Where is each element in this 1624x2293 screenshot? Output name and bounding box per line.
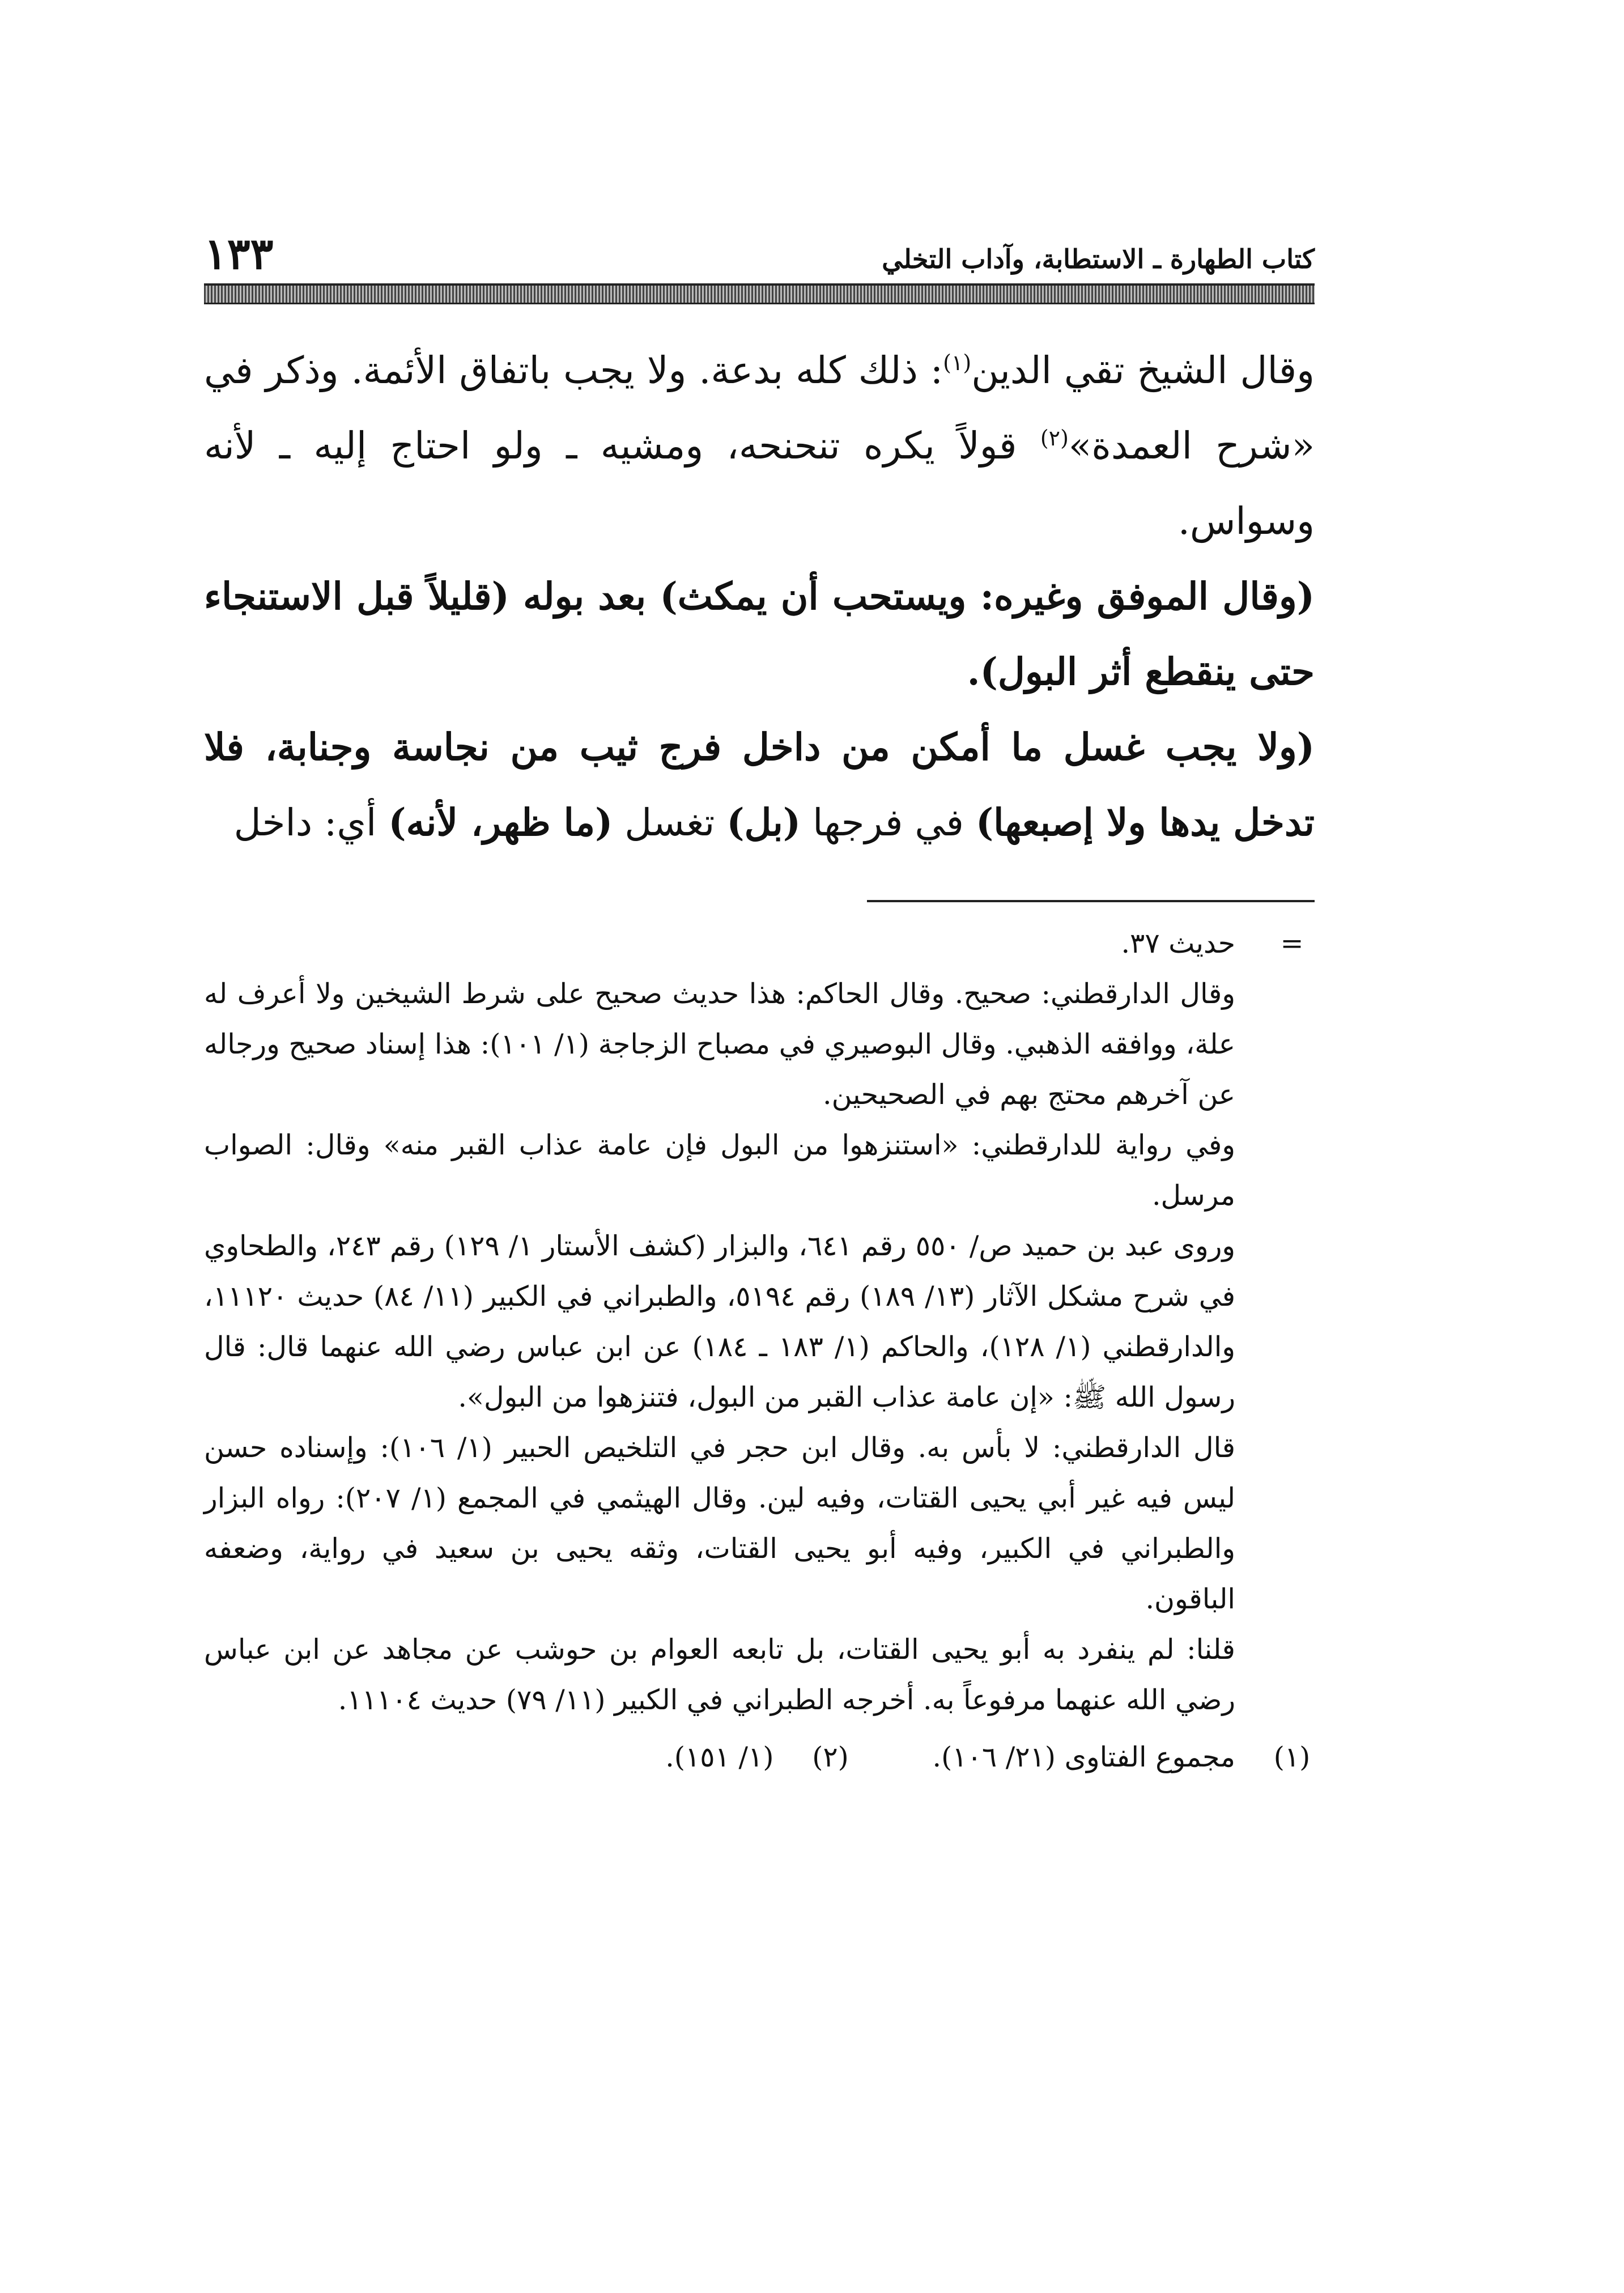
footnote-number: (٢) — [812, 1741, 849, 1773]
continuation-mark: = — [1280, 927, 1304, 959]
footnote-ref-1: (١) — [943, 350, 972, 375]
book-page — [204, 215, 1315, 2199]
book-title: كتاب الطهارة ـ الاستطابة، وآداب التخلي — [882, 244, 1315, 274]
note-paragraph-1: وقال الدارقطني: صحيح. وقال الحاكم: هذا حديث صحيح على شرط الشيخين ولا أعرف له علة، ووافقه الذهبي. وقال البوصيري في مصباح الزجاجة (١/ ١٠١): هذا إسناد صحيح ورجاله عن آخرهم محتج بهم في الصحيحين. — [204, 978, 1235, 1111]
note-paragraph-3: وروى عبد بن حميد ص/ ٥٥٠ رقم ٦٤١، والبزار (كشف الأستار ١/ ١٢٩) رقم ٢٤٣، والطحاوي في شرح مشكل الآثار (١٣/ ١٨٩) رقم ٥١٩٤، والطبراني في الكبير (١١/ ٨٤) حديث ١١١٢٠، والدارقطني (١/ ١٢٨)، والحاكم (١/ ١٨٣ ـ ١٨٤) عن ابن عباس رضي الله عنهما قال: قال رسول الله ﷺ: «إن عامة عذاب القبر من البول، فتنزهوا من البول». — [204, 1230, 1236, 1413]
footnotes-area — [204, 918, 1315, 1725]
note-paragraph-4: قال الدارقطني: لا بأس به. وقال ابن حجر في التلخيص الحبير (١/ ١٠٦): وإسناده حسن ليس فيه غير أبي يحيى القتات، وفيه لين. وقال الهيثمي في المجمع (١/ ٢٠٧): رواه البزار والطبراني في الكبير، وفيه أبو يحيى القتات، وثقه يحيى بن سعيد في رواية، وضعفه الباقون. — [204, 1432, 1236, 1615]
main-text — [204, 333, 1315, 860]
paragraph-3: (ولا يجب غسل ما أمكن من داخل فرج ثيب من نجاسة وجنابة، فلا تدخل يدها ولا إصبعها) في فرجها (بل) تغسل (ما ظهر، لأنه) أي: داخل — [204, 725, 1315, 844]
paragraph-1: وقال الشيخ تقي الدين$^{(١)}$: ذلك كله بدعة. ولا يجب باتفاق الأئمة. وذكر في «شرح العمدة»$^{(٢)}$ قولاً يكره تنحنحه، ومشيه ـ ولو احتاج إليه ـ لأنه وسواس. — [204, 349, 1315, 543]
note-paragraph-2: وفي رواية للدارقطني: «استنزهوا من البول فإن عامة عذاب القبر منه» وقال: الصواب مرسل. — [204, 1129, 1235, 1212]
running-head — [204, 215, 1315, 278]
footnote-1 — [933, 1732, 1315, 1782]
page-number: ١٣٣ — [204, 228, 274, 279]
note-continuation: = حديث ٣٧. — [204, 918, 1315, 969]
footnote-2 — [665, 1732, 853, 1782]
footnote-number: (١) — [1273, 1741, 1311, 1773]
paragraph-2: (وقال الموفق وغيره: ويستحب أن يمكث) بعد بوله (قليلاً قبل الاستنجاء حتى ينقطع أثر البول). — [204, 574, 1315, 694]
header-rule — [204, 283, 1315, 304]
footnote-text: مجموع الفتاوى (٢١/ ١٠٦). — [932, 1741, 1235, 1773]
footnote-rule — [867, 900, 1315, 902]
footnote-list — [204, 1732, 1315, 1782]
footnote-text: (١/ ١٥١). — [665, 1741, 774, 1773]
note-paragraph-5: قلنا: لم ينفرد به أبو يحيى القتات، بل تابعه العوام بن حوشب عن مجاهد عن ابن عباس رضي الله عنهما مرفوعاً به. أخرجه الطبراني في الكبير (١١/ ٧٩) حديث ١١١٠٤. — [204, 1633, 1235, 1716]
footnote-ref-2: (٢) — [1040, 426, 1069, 451]
